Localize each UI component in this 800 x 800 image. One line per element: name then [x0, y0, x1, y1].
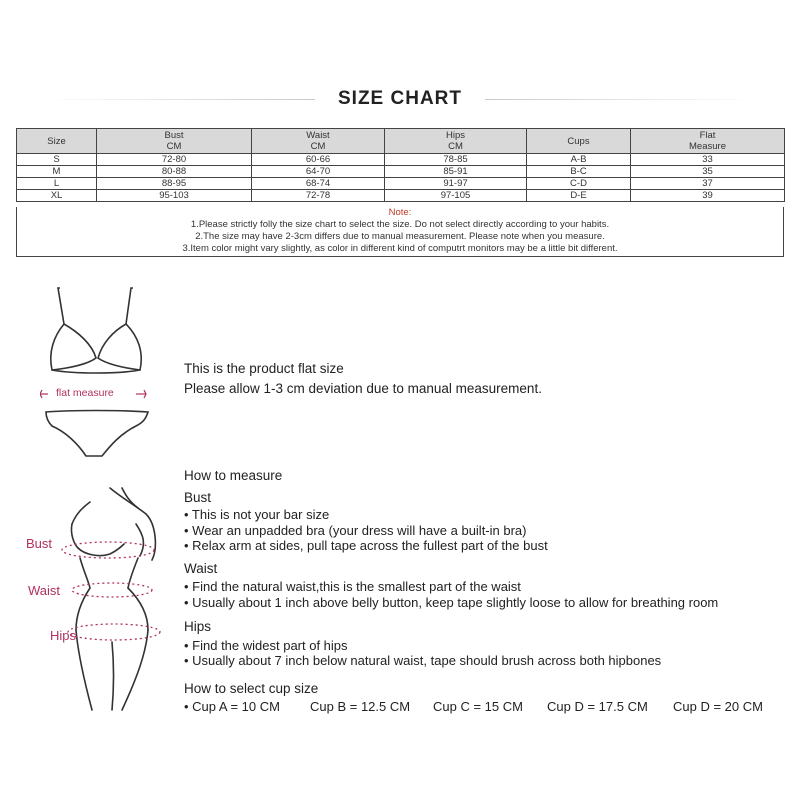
waist-label: Waist — [28, 583, 61, 598]
right-cup — [98, 324, 141, 370]
note-line-3: 3.Item color might vary slightly, as color in different kind of computrt monitors may be a little bit different. — [182, 243, 618, 254]
table-cell: 68-74 — [252, 178, 385, 190]
cup-b: Cup B = 12.5 CM — [310, 699, 411, 714]
table-row — [17, 166, 785, 178]
body-figure-illustration — [18, 484, 178, 714]
cup-size-heading: How to select cup size — [184, 681, 319, 696]
header-flat-measure: Flat Measure — [631, 129, 785, 154]
header-bust: Bust CM — [97, 129, 252, 154]
cup-d-1: Cup D = 17.5 CM — [547, 699, 648, 714]
page-title: SIZE CHART — [338, 88, 462, 109]
right-strap — [126, 288, 133, 324]
notes-box — [16, 207, 784, 257]
hips-heading: Hips — [184, 619, 212, 634]
table-row — [17, 178, 785, 190]
bra-band — [52, 370, 140, 373]
table-cell: A-B — [527, 154, 631, 166]
table-cell: D-E — [527, 190, 631, 202]
table-cell: 80-88 — [97, 166, 252, 178]
table-row — [17, 190, 785, 202]
hips-tape — [68, 624, 160, 640]
hips-item-2: • Usually about 7 inch below natural waist, tape should brush across both hipbones — [184, 653, 662, 668]
bikini-bottom — [46, 411, 148, 457]
waist-item-2: • Usually about 1 inch above belly button, keep tape slightly loose to allow for breathing room — [184, 595, 719, 610]
table-cell: L — [17, 178, 97, 190]
header-hips: Hips CM — [385, 129, 527, 154]
table-cell: 78-85 — [385, 154, 527, 166]
bust-contour — [78, 544, 124, 556]
table-cell: 85-91 — [385, 166, 527, 178]
table-cell: 37 — [631, 178, 785, 190]
flat-size-text — [184, 359, 542, 399]
table-cell: M — [17, 166, 97, 178]
flat-size-line-2: Please allow 1-3 cm deviation due to manual measurement. — [184, 381, 542, 396]
header-waist: Waist CM — [252, 129, 385, 154]
table-cell: 97-105 — [385, 190, 527, 202]
flat-size-line-1: This is the product flat size — [184, 361, 344, 376]
how-to-measure-heading: How to measure — [184, 468, 283, 483]
left-cup — [51, 324, 96, 370]
waist-tape — [72, 583, 152, 597]
hips-label: Hips — [50, 628, 77, 643]
size-table — [16, 128, 785, 202]
title-divider-right — [485, 99, 760, 100]
waist-heading: Waist — [184, 561, 218, 576]
flat-measure-label: flat measure — [56, 387, 114, 399]
waist-item-1: • Find the natural waist,this is the smallest part of the waist — [184, 579, 521, 594]
shoulder — [72, 502, 90, 524]
table-cell: 72-78 — [252, 190, 385, 202]
hip-right — [128, 588, 148, 630]
table-cell: 72-80 — [97, 154, 252, 166]
table-cell: 88-95 — [97, 178, 252, 190]
table-cell: S — [17, 154, 97, 166]
title-row — [40, 88, 760, 112]
table-cell: B-C — [527, 166, 631, 178]
bust-item-2: • Wear an unpadded bra (your dress will have a built-in bra) — [184, 523, 527, 538]
notes-title: Note: — [388, 207, 412, 218]
table-cell: 39 — [631, 190, 785, 202]
table-cell: 64-70 — [252, 166, 385, 178]
table-cell: 60-66 — [252, 154, 385, 166]
note-line-1: 1.Please strictly folly the size chart to select the size. Do not select directly according to your habits. — [190, 219, 610, 230]
bust-label: Bust — [26, 536, 53, 551]
bust-item-3: • Relax arm at sides, pull tape across the fullest part of the bust — [184, 538, 548, 553]
bikini-illustration — [40, 284, 170, 464]
table-cell: 35 — [631, 166, 785, 178]
cup-a: • Cup A = 10 CM — [184, 699, 280, 714]
header-size: Size — [17, 129, 97, 154]
note-line-2: 2.The size may have 2-3cm differs due to manual measurement. Please note when you measure. — [195, 231, 605, 242]
hips-item-1: • Find the widest part of hips — [184, 638, 348, 653]
left-strap — [58, 288, 64, 324]
table-cell: XL — [17, 190, 97, 202]
table-row — [17, 154, 785, 166]
table-cell: 95-103 — [97, 190, 252, 202]
table-cell: C-D — [527, 178, 631, 190]
table-cell: 33 — [631, 154, 785, 166]
bust-tape — [62, 542, 154, 558]
cup-c: Cup C = 15 CM — [433, 699, 523, 714]
header-cups: Cups — [527, 129, 631, 154]
table-header-row — [17, 129, 785, 154]
cup-d-2: Cup D = 20 CM — [673, 699, 763, 714]
table-cell: 91-97 — [385, 178, 527, 190]
bust-item-1: • This is not your bar size — [184, 507, 330, 522]
bust-heading: Bust — [184, 490, 212, 505]
